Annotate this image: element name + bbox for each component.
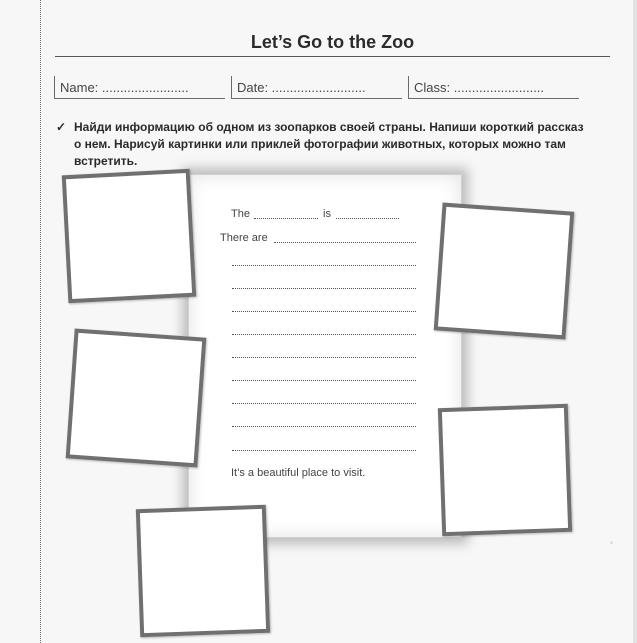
cut-margin-line — [40, 0, 41, 643]
page-edge — [633, 0, 637, 643]
photo-frame[interactable] — [438, 404, 572, 536]
frame-words-there-are: There are — [220, 232, 268, 244]
writing-line[interactable] — [232, 265, 416, 266]
title-divider — [55, 56, 610, 57]
writing-line[interactable] — [232, 450, 416, 451]
frame-word-is: is — [323, 208, 331, 220]
photo-frame[interactable] — [62, 169, 197, 304]
instruction-text: Найди информацию об одном из зоопарков своей страны. Напиши короткий рассказ о нем. Нарисуй картинки или приклей фотографии животных, которых можно там встретить. — [74, 120, 584, 168]
writing-line[interactable] — [232, 426, 416, 427]
checkmark-icon: ✓ — [56, 120, 67, 134]
date-field-label: Date: .......................... — [237, 80, 366, 95]
writing-line[interactable] — [232, 403, 416, 404]
writing-line[interactable] — [274, 242, 416, 243]
writing-line[interactable] — [232, 380, 416, 381]
task-instruction — [56, 119, 586, 170]
photo-frame[interactable] — [66, 329, 207, 468]
closing-sentence: It’s a beautiful place to visit. — [231, 467, 366, 479]
writing-paper — [188, 174, 462, 538]
writing-line[interactable] — [232, 311, 416, 312]
worksheet-title: Let’s Go to the Zoo — [250, 32, 415, 52]
name-field-label: Name: ........................ — [60, 80, 189, 95]
class-field[interactable] — [408, 76, 579, 99]
writing-line[interactable] — [232, 357, 416, 358]
photo-frame[interactable] — [136, 505, 270, 637]
blank-zoo-location[interactable] — [336, 218, 399, 219]
blank-zoo-name[interactable] — [254, 218, 318, 219]
writing-line[interactable] — [232, 334, 416, 335]
date-field[interactable] — [231, 76, 402, 99]
writing-line[interactable] — [232, 288, 416, 289]
class-field-label: Class: ......................... — [414, 80, 545, 95]
page-mark: ◦ — [610, 538, 613, 547]
photo-frame[interactable] — [434, 203, 575, 340]
frame-word-the: The — [231, 208, 250, 220]
name-field[interactable] — [54, 76, 225, 99]
